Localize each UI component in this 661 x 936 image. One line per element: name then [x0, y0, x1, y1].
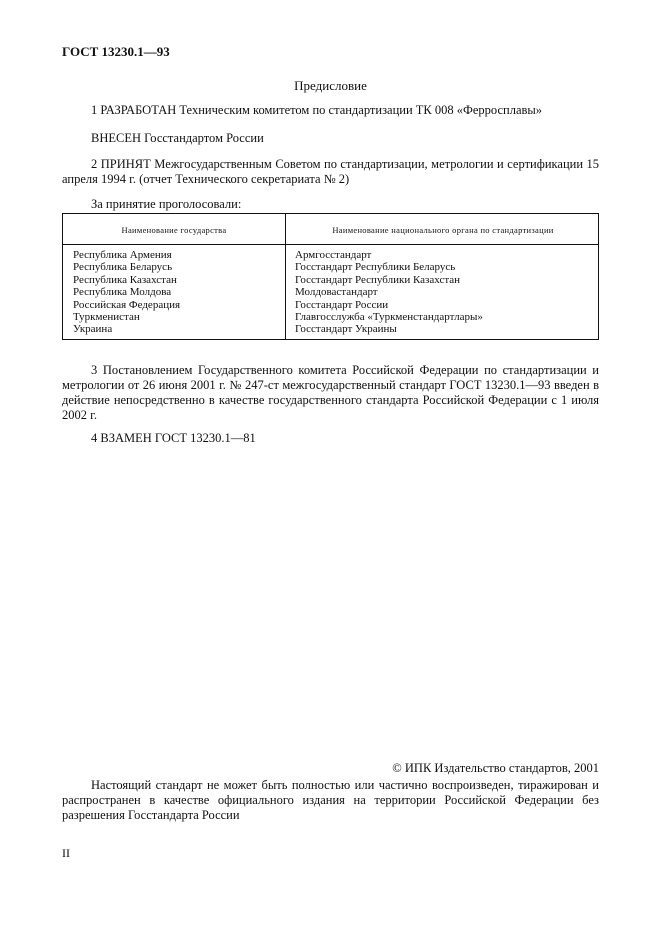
table-header-country: Наименование государства [121, 225, 227, 235]
table-cell: Республика Казахстан [73, 273, 177, 286]
table-cell: Туркменистан [73, 311, 140, 324]
page-number: II [62, 846, 70, 860]
document-code: ГОСТ 13230.1—93 [62, 44, 170, 59]
table-cell: Госстандарт Республики Казахстан [295, 273, 461, 286]
table-header [63, 214, 598, 245]
table-cell: Российская Федерация [73, 298, 181, 311]
paragraph-replaces: 4 ВЗАМЕН ГОСТ 13230.1—81 [91, 431, 256, 445]
table-cell: Молдовастандарт [295, 286, 378, 299]
table-header-body: Наименование национального органа по стандартизации [332, 225, 554, 235]
reproduction-notice: Настоящий стандарт не может быть полностью или частично воспроизведен, тиражирован и распространен в качестве официального издания на территории Российской Федерации без разрешения Госстандарта России [62, 778, 599, 822]
paragraph-developed-by: 1 РАЗРАБОТАН Техническим комитетом по стандартизации ТК 008 «Ферросплавы» [91, 103, 543, 117]
paragraph-introduced-by: ВНЕСЕН Госстандартом России [91, 131, 264, 145]
paragraph-voted: За принятие проголосовали: [91, 197, 242, 211]
table-cell: Республика Армения [73, 249, 172, 261]
section-title: Предисловие [294, 78, 367, 93]
paragraph-adopted: 2 ПРИНЯТ Межгосударственным Советом по стандартизации, метрологии и сертификации 15 апреля 1994 г. (отчет Технического секретариата № 2) [62, 157, 599, 186]
table-cell: Республика Молдова [73, 286, 172, 299]
table-cell: Госстандарт России [295, 298, 389, 311]
table-cell: Главгосслужба «Туркменстандартлары» [295, 311, 483, 324]
paragraph-resolution: 3 Постановлением Государственного комитета Российской Федерации по стандартизации и метрологии от 26 июня 2001 г. № 247-ст межгосударственный стандарт ГОСТ 13230.1—93 введен в действие непосредственно в качестве государственного стандарта Российской Федерации с 1 июля 2002 г. [62, 363, 599, 422]
voting-table [62, 213, 599, 340]
copyright-notice: © ИПК Издательство стандартов, 2001 [392, 761, 599, 775]
table-column-bodies [295, 249, 595, 336]
table-cell: Армгосстандарт [295, 249, 372, 261]
table-cell: Украина [73, 323, 113, 336]
table-cell: Госстандарт Республики Беларусь [295, 261, 456, 274]
table-column-countries [73, 249, 278, 336]
table-cell: Республика Беларусь [73, 261, 173, 274]
table-cell: Госстандарт Украины [295, 323, 397, 336]
